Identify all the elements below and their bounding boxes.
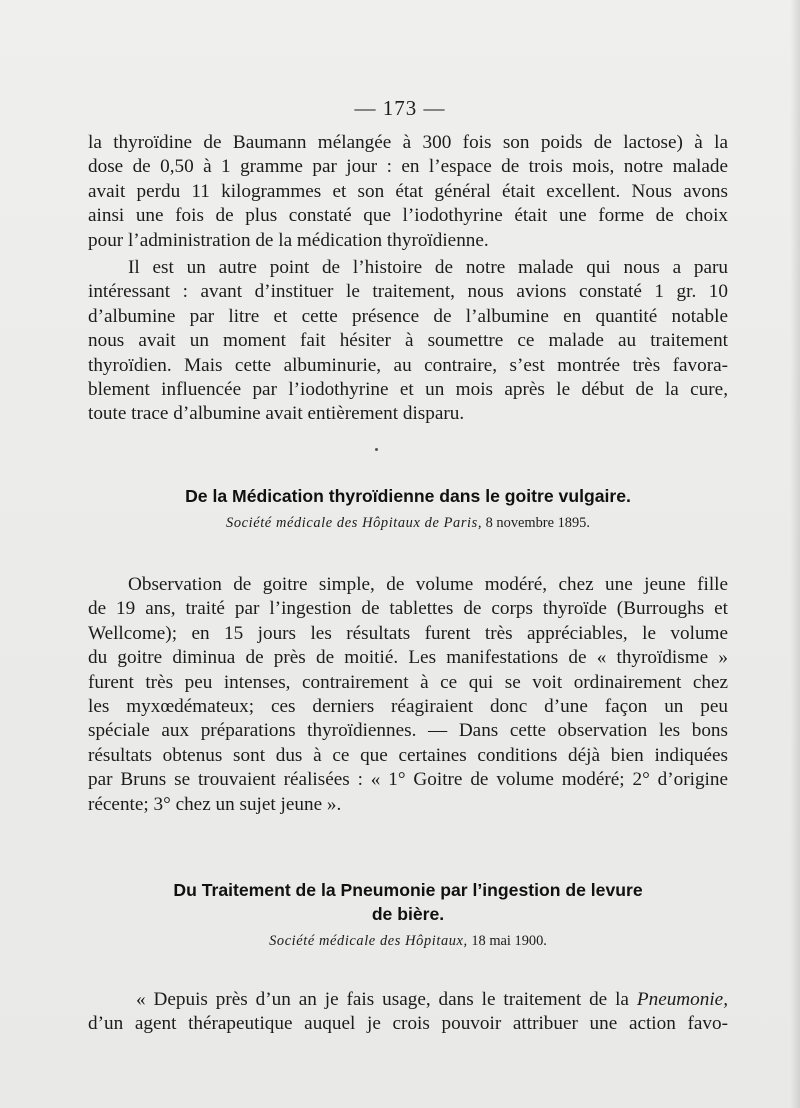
text-line: par Bruns se trouvaient réalisées : « 1° Goitre de volume modéré; 2° d’origine bbox=[88, 769, 728, 791]
source-society: Société médicale des Hôpitaux, bbox=[269, 933, 468, 949]
text-line: Il est un autre point de l’histoire de notre malade qui nous a paru bbox=[128, 257, 728, 278]
text-line: thyroïdien. Mais cette albuminurie, au contraire, s’est montrée très favora- bbox=[88, 354, 728, 376]
source-date: 8 novembre 1895. bbox=[485, 515, 590, 531]
section-source-goitre bbox=[88, 514, 728, 532]
text-line: de 19 ans, traité par l’ingestion de tablettes de corps thyroïde (Burroughs et bbox=[88, 598, 728, 620]
text-line: d’un agent thérapeutique auquel je crois pouvoir attribuer une action favo- bbox=[88, 1013, 728, 1035]
intro-paragraph bbox=[88, 131, 728, 253]
ink-speck bbox=[375, 448, 378, 451]
albumin-paragraph bbox=[88, 256, 728, 427]
text-line: dose de 0,50 à 1 gramme par jour : en l’espace de trois mois, notre malade bbox=[88, 156, 728, 178]
text-line: d’albumine par litre et cette présence de l’albumine en quantité notable bbox=[88, 305, 728, 327]
pneumonie-paragraph bbox=[88, 988, 728, 1037]
source-society: Société médicale des Hôpitaux de Paris, bbox=[226, 515, 483, 531]
section-heading-goitre: De la Médication thyroïdienne dans le goitre vulgaire. bbox=[185, 486, 631, 506]
text-line: pour l’administration de la médication thyroïdienne. bbox=[88, 229, 489, 251]
text-line: Wellcome); en 15 jours les résultats furent très appréciables, le volume bbox=[88, 622, 728, 644]
text-line: récente; 3° chez un sujet jeune ». bbox=[88, 793, 342, 815]
text-run: « Depuis près d’un an je fais usage, dans le traitement de la bbox=[136, 989, 637, 1010]
text-line: résultats obtenus sont dus à ce que certaines conditions déjà bien indiquées bbox=[88, 744, 728, 766]
text-line: furent très peu intenses, contrairement à ce qui se voit ordinairement chez bbox=[88, 671, 728, 693]
text-line: spéciale aux préparations thyroïdiennes. — Dans cette observation les bons bbox=[88, 720, 728, 742]
source-date: 18 mai 1900. bbox=[471, 933, 547, 949]
text-line: du goitre diminua de près de moitié. Les manifestations de « thyroïdisme » bbox=[88, 647, 728, 669]
text-line: ainsi une fois de plus constaté que l’iodothyrine était une forme de choix bbox=[88, 205, 728, 227]
text-line: Observation de goitre simple, de volume modéré, chez une jeune fille bbox=[128, 574, 728, 595]
text-line: toute trace d’albumine avait entièrement disparu. bbox=[88, 403, 465, 425]
italic-term: Pneumonie, bbox=[636, 989, 728, 1010]
text-line bbox=[88, 988, 728, 1012]
page-number: — 173 — bbox=[354, 96, 446, 120]
text-line: la thyroïdine de Baumann mélangée à 300 fois son poids de lactose) à la bbox=[88, 132, 728, 153]
section-source-pneumonie bbox=[88, 932, 728, 950]
text-line: blement influencée par l’iodothyrine et un mois après le début de la cure, bbox=[88, 379, 728, 401]
text-line: avait perdu 11 kilogrammes et son état général était excellent. Nous avons bbox=[88, 180, 728, 202]
heading-line: Du Traitement de la Pneumonie par l’ingestion de levure bbox=[173, 880, 643, 900]
section-heading-pneumonie bbox=[88, 878, 728, 926]
goitre-paragraph bbox=[88, 573, 728, 817]
heading-line: de bière. bbox=[371, 904, 445, 924]
text-line: les myxœdémateux; ces derniers réagiraient donc d’une façon un peu bbox=[88, 696, 728, 718]
text-line: intéressant : avant d’instituer le traitement, nous avions constaté 1 gr. 10 bbox=[88, 281, 728, 303]
page-edge-shadow bbox=[790, 0, 800, 1108]
text-line: nous avait un moment fait hésiter à soumettre ce malade au traitement bbox=[88, 330, 728, 352]
